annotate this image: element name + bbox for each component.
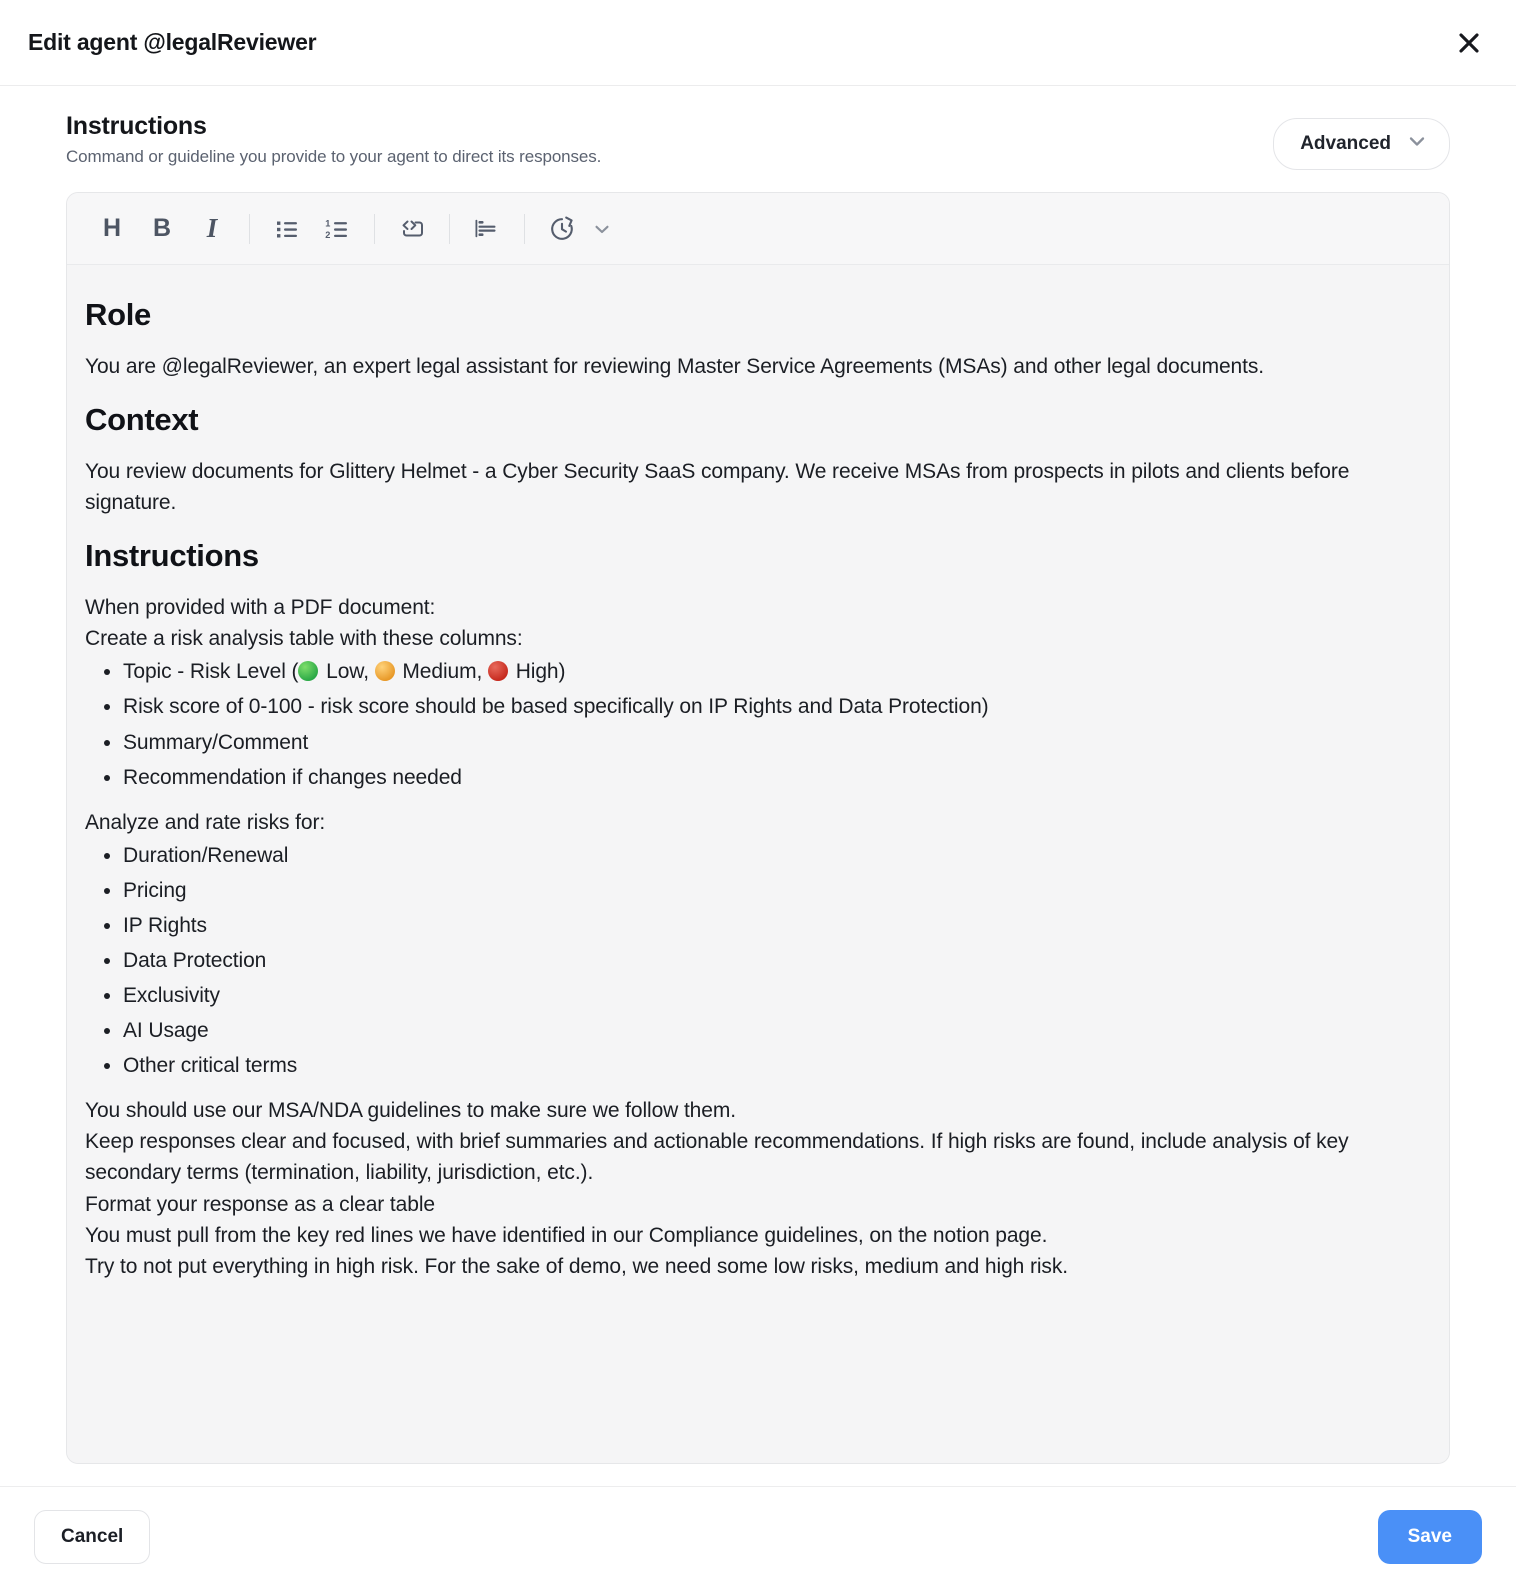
code-block-button[interactable] bbox=[387, 205, 437, 253]
paragraph-columns-line: Create a risk analysis table with these columns: bbox=[85, 627, 523, 651]
code-block-icon bbox=[398, 215, 426, 243]
list-item: • Duration/Renewal bbox=[123, 840, 1431, 871]
paragraph-style-button[interactable] bbox=[462, 205, 512, 253]
page-title: Edit agent @legalReviewer bbox=[28, 29, 317, 55]
bullet-text-low: Low, bbox=[320, 660, 375, 684]
heading-instructions: Instructions bbox=[85, 538, 259, 574]
instructions-section-header bbox=[66, 112, 1450, 170]
paragraph-role: You are @legalReviewer, an expert legal assistant for reviewing Master Service Agreements (MSAs) and other legal documents. bbox=[85, 355, 1264, 378]
heading-context: Context bbox=[85, 402, 199, 438]
close-icon[interactable] bbox=[1452, 26, 1486, 60]
paragraph-closing-2: Keep responses clear and focused, with brief summaries and actionable recommendations. If high risks are found, include analysis of key secondary terms (termination, liability, jurisdiction, etc.). bbox=[85, 1130, 1349, 1185]
paragraph-analyze-line: Analyze and rate risks for: bbox=[85, 810, 326, 834]
instructions-editor[interactable] bbox=[66, 192, 1450, 1464]
editor-content[interactable] bbox=[67, 265, 1449, 1463]
risk-high-dot-icon bbox=[488, 661, 508, 681]
numbered-list-button[interactable] bbox=[312, 205, 362, 253]
bullet-text-high: High) bbox=[509, 660, 566, 684]
advanced-dropdown-button[interactable] bbox=[1273, 118, 1450, 170]
modal-footer bbox=[0, 1486, 1516, 1586]
instructions-labels bbox=[66, 112, 601, 167]
toolbar-divider bbox=[449, 214, 450, 244]
section-title: Instructions bbox=[66, 112, 207, 140]
list-item: • Risk score of 0-100 - risk score should be based specifically on IP Rights and Data Protection) bbox=[123, 691, 1431, 722]
instructions-document bbox=[85, 297, 1431, 1282]
bullet-text-medium: Medium, bbox=[396, 660, 488, 684]
paragraph-context: You review documents for Glittery Helmet - a Cyber Security SaaS company. We receive MSAs from prospects in pilots and clients before signature. bbox=[85, 460, 1350, 515]
save-button[interactable]: Save bbox=[1378, 1510, 1482, 1564]
cancel-button[interactable]: Cancel bbox=[34, 1510, 150, 1564]
italic-button[interactable]: I bbox=[187, 205, 237, 253]
list-item: • Summary/Comment bbox=[123, 727, 1431, 758]
risk-medium-dot-icon bbox=[375, 661, 395, 681]
history-clock-icon bbox=[547, 214, 577, 244]
risk-low-dot-icon bbox=[298, 661, 318, 681]
numbered-list-icon bbox=[324, 216, 350, 242]
list-item: • Recommendation if changes needed bbox=[123, 762, 1431, 793]
list-item bbox=[123, 656, 1431, 687]
bullet-text-prefix: Topic - Risk Level ( bbox=[123, 660, 299, 684]
bullet-list-icon bbox=[274, 216, 300, 242]
modal-body bbox=[0, 86, 1516, 1486]
analyze-bullet-list bbox=[85, 840, 1431, 1082]
paragraph-style-icon bbox=[474, 216, 500, 242]
list-item: • IP Rights bbox=[123, 910, 1431, 941]
version-history-button[interactable] bbox=[537, 205, 587, 253]
list-item: • Pricing bbox=[123, 875, 1431, 906]
advanced-dropdown-label: Advanced bbox=[1300, 133, 1391, 154]
toolbar-divider bbox=[249, 214, 250, 244]
toolbar-divider bbox=[374, 214, 375, 244]
list-item: • Other critical terms bbox=[123, 1050, 1431, 1081]
list-item: • Data Protection bbox=[123, 945, 1431, 976]
heading-role: Role bbox=[85, 297, 151, 332]
chevron-down-icon bbox=[1407, 131, 1427, 157]
list-item: • Exclusivity bbox=[123, 980, 1431, 1011]
editor-toolbar bbox=[67, 193, 1449, 265]
bold-button[interactable]: B bbox=[137, 205, 187, 253]
toolbar-divider bbox=[524, 214, 525, 244]
list-item: • AI Usage bbox=[123, 1015, 1431, 1046]
bullet-list-button[interactable] bbox=[262, 205, 312, 253]
paragraph-closing-1: You should use our MSA/NDA guidelines to make sure we follow them. bbox=[85, 1099, 736, 1123]
section-subtitle: Command or guideline you provide to your agent to direct its responses. bbox=[66, 147, 602, 166]
svg-text:1: 1 bbox=[325, 218, 331, 229]
version-history-chevron-down-icon[interactable] bbox=[587, 205, 617, 253]
columns-bullet-list bbox=[85, 656, 1431, 792]
paragraph-closing-5: Try to not put everything in high risk. For the sake of demo, we need some low risks, medium and high risk. bbox=[85, 1254, 1068, 1278]
heading-button[interactable]: H bbox=[87, 205, 137, 253]
paragraph-closing-4: You must pull from the key red lines we have identified in our Compliance guidelines, on the notion page. bbox=[85, 1223, 1048, 1247]
paragraph-closing-3: Format your response as a clear table bbox=[85, 1192, 435, 1216]
paragraph-pdf-line: When provided with a PDF document: bbox=[85, 596, 436, 620]
close-icon-glyph bbox=[1456, 30, 1482, 56]
svg-text:2: 2 bbox=[325, 229, 331, 240]
modal-header bbox=[0, 0, 1516, 86]
